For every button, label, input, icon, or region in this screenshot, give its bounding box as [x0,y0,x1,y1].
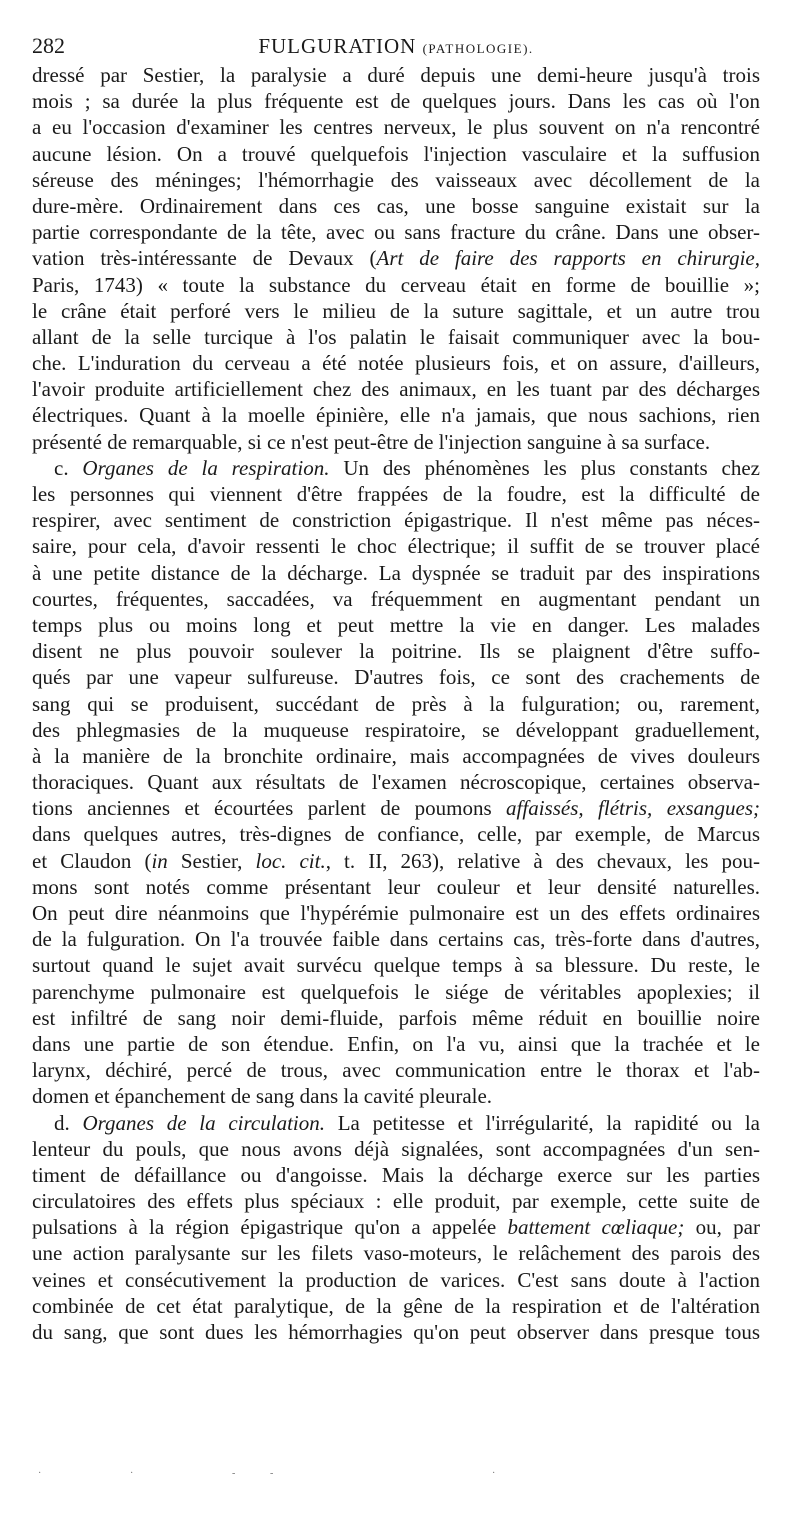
text-line: a eu l'occasion d'examiner les centres nerveux, le plus souvent on n'a rencontré [32,115,760,140]
text-line: qués par une vapeur sulfureuse. D'autres fois, ce sont des crachements de [32,665,760,690]
text-line: mons sont notés comme présentant leur couleur et leur densité naturelles. [32,874,760,899]
text-line: sang qui se produisent, succédant de près à la fulguration; ou, rarement, [32,691,760,716]
text-line-tail: La petitesse et l'irrégularité, la rapidité ou la [325,1110,760,1135]
body-text [32,62,760,1345]
section-title-respiration: Organes de la respiration. [82,455,330,480]
text-line: le crâne était perforé vers le milieu de la suture sagittale, et un autre trou [32,298,760,323]
text-line: dure-mère. Ordinairement dans ces cas, une bosse sanguine existait sur la [32,193,760,218]
text-line: temps plus ou moins long et peut mettre la vie en danger. Les malades [32,612,760,637]
text-line: Paris, 1743) « toute la substance du cerveau était en forme de bouillie »; [32,272,760,297]
text-line: respirer, avec sentiment de constriction épigastrique. Il n'est même pas néces- [32,508,760,533]
text-line: l'avoir produite artificiellement chez des animaux, en les tuant par des décharges [32,377,760,402]
text-line: séreuse des méninges; l'hémorrhagie des vaisseaux avec décollement de la [32,167,760,192]
text-line-start: pulsations à la région épigastrique qu'on a appelée [32,1215,508,1240]
scan-marks [32,1468,760,1480]
text-line [32,795,760,821]
scan-dot: · [130,1468,134,1479]
text-line: parenchyme pulmonaire est quelquefois le siége de véritables apoplexies; il [32,979,760,1004]
text-line [32,245,760,271]
text-line: dans quelques autres, très-dignes de confiance, celle, par exemple, de Marcus [32,822,760,847]
text-line: combinée de cet état paralytique, de la gêne de la respiration et de l'altération [32,1293,760,1318]
text-line: disent ne plus pouvoir soulever la poitrine. Ils se plaignent d'être suffo- [32,639,760,664]
text-line: dressé par Sestier, la paralysie a duré depuis une demi-heure jusqu'à trois [32,63,760,87]
text-line: des phlegmasies de la muqueuse respiratoire, se développant graduellement, [32,717,760,742]
text-line: une action paralysante sur les filets vaso-moteurs, le relâchement des parois des [32,1241,760,1266]
text-line: présenté de remarquable, si ce n'est peut-être de l'injection sanguine à sa surface. [32,429,711,454]
text-line: à une petite distance de la décharge. La dyspnée se traduit par des inspirations [32,560,760,585]
text-line [32,1214,760,1240]
text-line: du sang, que sont dues les hémorrhagies qu'on peut observer dans presque tous [32,1320,760,1344]
citation-in: in [151,848,168,873]
citation-title: Art de faire des rapports en chirurgie, [376,246,760,271]
scan-dot: - [270,1468,274,1479]
page-number: 282 [32,33,65,58]
section-letter: c. [54,455,83,480]
text-line-tail: ou, par [684,1215,760,1240]
section-title-circulation: Organes de la circulation. [82,1110,325,1135]
text-line: surtout quand le sujet avait survécu quelque temps à sa blessure. Du reste, le [32,953,760,978]
text-line: saire, pour cela, d'avoir ressenti le choc électrique; il suffit de se trouver placé [32,534,760,559]
italic-phrase: affaissés, flétris, exsangues; [506,796,760,821]
text-line: à la manière de la bronchite ordinaire, mais accompagnées de vives douleurs [32,743,760,768]
text-line: timent de défaillance ou d'angoisse. Mais la décharge exerce sur les parties [32,1162,760,1187]
text-line: est infiltré de sang noir demi-fluide, parfois même réduit en bouillie noire [32,1005,760,1030]
text-line: che. L'induration du cerveau a été notée plusieurs fois, et on assure, d'ailleurs, [32,351,760,376]
text-line [32,848,760,874]
citation-loc-cit: loc. cit. [255,848,326,873]
text-line: larynx, déchiré, percé de trous, avec communication entre le thorax et l'ab- [32,1058,760,1083]
running-title [32,30,760,65]
text-line: de la fulguration. On l'a trouvée faible dans certains cas, très-forte dans d'autres, [32,927,760,952]
citation-author: Sestier, [167,848,256,873]
text-line: allant de la selle turcique à l'os palatin le faisait communiquer avec la bou- [32,324,760,349]
section-heading-line [32,455,760,481]
running-title-subtitle: (PATHOLOGIE). [422,41,534,56]
text-line-tail: , t. II, 263), relative à des chevaux, les pou- [325,848,760,873]
text-line: domen et épanchement de sang dans la cavité pleurale. [32,1084,493,1109]
text-line-start: tions anciennes et écourtées parlent de poumons [32,796,507,821]
text-line: courtes, fréquentes, saccadées, va fréquemment en augmentant pendant un [32,586,760,611]
text-line: veines et consécutivement la production de varices. C'est sans doute à l'action [32,1267,760,1292]
italic-phrase: battement cœliaque; [507,1215,685,1240]
text-line: On peut dire néanmoins que l'hypérémie pulmonaire est un des effets ordinaires [32,901,760,925]
text-line: dans une partie de son étendue. Enfin, on l'a vu, ainsi que la trachée et le [32,1031,760,1056]
text-line: mois ; sa durée la plus fréquente est de quelques jours. Dans les cas où l'on [32,89,760,114]
section-letter: d. [54,1110,83,1135]
text-line: lenteur du pouls, que nous avons déjà signalées, sont accompagnées d'un sen- [32,1136,760,1161]
text-line: thoraciques. Quant aux résultats de l'examen nécroscopique, certaines observa- [32,770,760,795]
scan-dot: - [232,1468,236,1479]
text-line-start: vation très-intéressante de Devaux ( [32,246,377,271]
text-line: circulatoires des effets plus spéciaux : elle produit, par exemple, cette suite de [32,1189,760,1214]
scan-dot: · [38,1468,42,1479]
page-header [32,30,760,62]
section-heading-line [32,1110,760,1136]
text-line-start: et Claudon ( [32,848,152,873]
scan-dot: · [492,1468,496,1479]
text-line-tail: Un des phénomènes les plus constants chez [329,455,760,480]
text-line: les personnes qui viennent d'être frappées de la foudre, est la difficulté de [32,482,760,506]
text-line: aucune lésion. On a trouvé quelquefois l'injection vasculaire et la suffusion [32,141,760,166]
running-title-main: FULGURATION [258,34,417,58]
text-line: partie correspondante de la tête, avec ou sans fracture du crâne. Dans une obser- [32,220,760,245]
text-line: électriques. Quant à la moelle épinière, elle n'a jamais, que nous sachions, rien [32,403,760,428]
